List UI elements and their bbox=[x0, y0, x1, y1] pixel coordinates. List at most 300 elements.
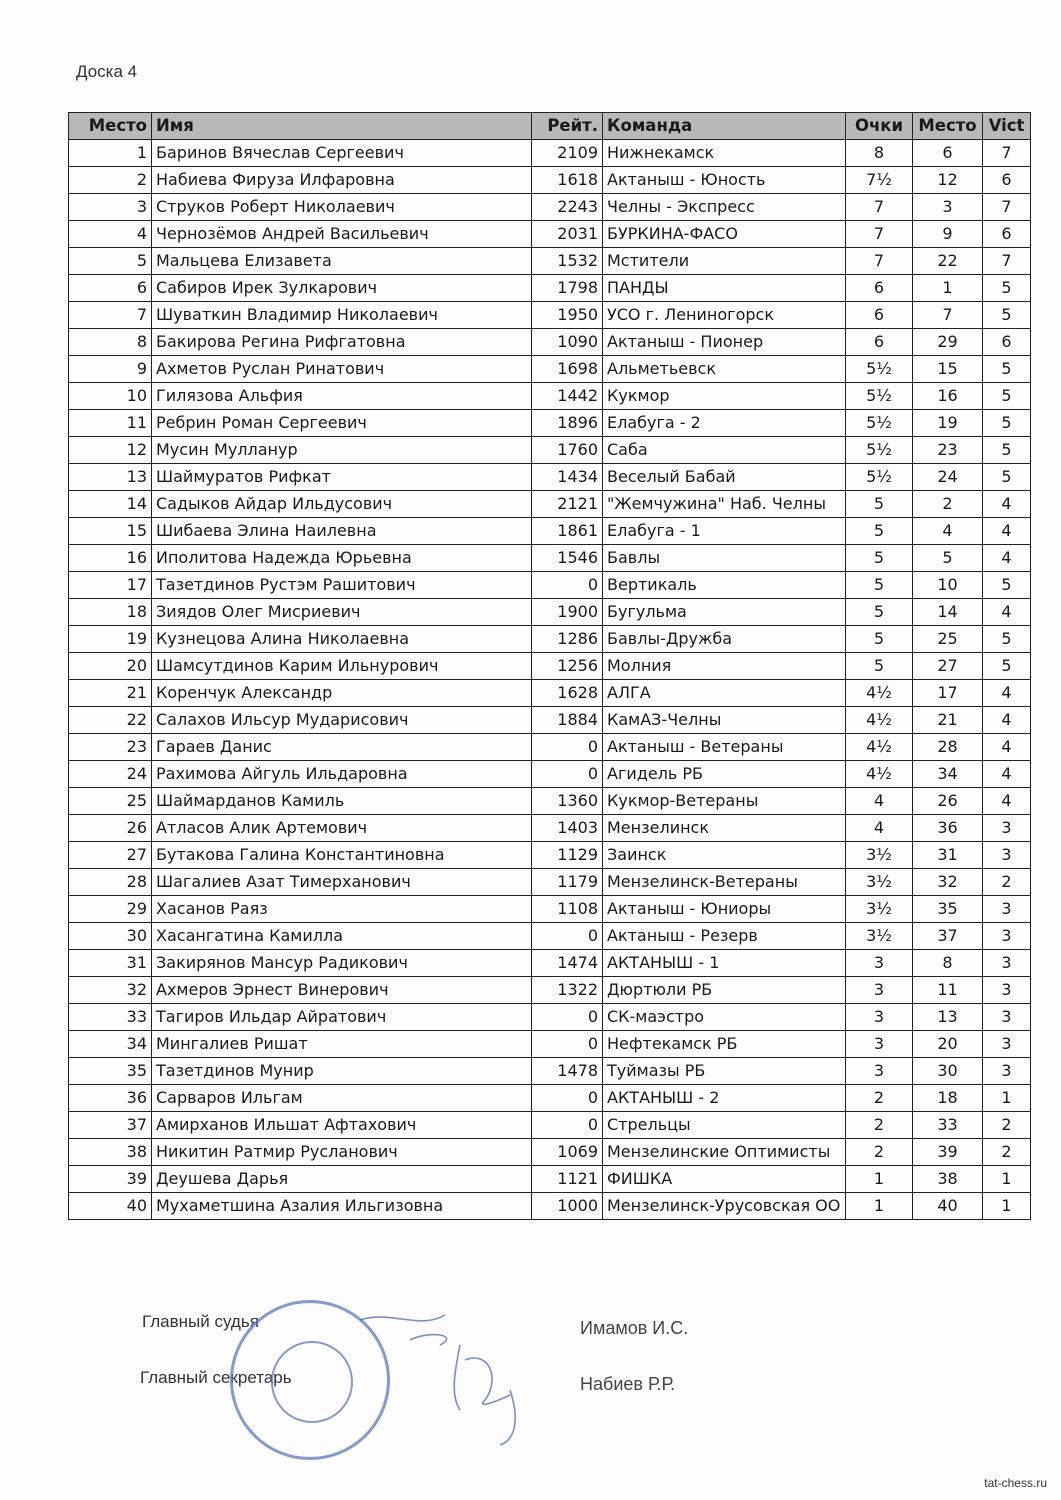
cell-name: Шаймуратов Рифкат bbox=[152, 464, 532, 491]
cell-vict: 3 bbox=[983, 977, 1031, 1004]
table-row bbox=[69, 302, 1031, 329]
cell-rank: 17 bbox=[913, 680, 983, 707]
cell-rank: 29 bbox=[913, 329, 983, 356]
cell-place: 27 bbox=[69, 842, 152, 869]
cell-team: Кукмор-Ветераны bbox=[603, 788, 846, 815]
cell-team: АЛГА bbox=[603, 680, 846, 707]
cell-vict: 5 bbox=[983, 356, 1031, 383]
cell-rank: 39 bbox=[913, 1139, 983, 1166]
cell-score: 2 bbox=[846, 1085, 913, 1112]
cell-name: Баринов Вячеслав Сергеевич bbox=[152, 140, 532, 167]
cell-place: 3 bbox=[69, 194, 152, 221]
cell-rating: 1628 bbox=[532, 680, 603, 707]
cell-name: Струков Роберт Николаевич bbox=[152, 194, 532, 221]
cell-score: 5 bbox=[846, 626, 913, 653]
cell-team: Бавлы bbox=[603, 545, 846, 572]
cell-vict: 5 bbox=[983, 572, 1031, 599]
cell-score: 3 bbox=[846, 950, 913, 977]
cell-vict: 3 bbox=[983, 896, 1031, 923]
cell-name: Рахимова Айгуль Ильдаровна bbox=[152, 761, 532, 788]
cell-score: 4½ bbox=[846, 761, 913, 788]
cell-vict: 6 bbox=[983, 221, 1031, 248]
cell-rank: 24 bbox=[913, 464, 983, 491]
table-row bbox=[69, 248, 1031, 275]
cell-vict: 4 bbox=[983, 788, 1031, 815]
cell-rating: 1760 bbox=[532, 437, 603, 464]
cell-place: 13 bbox=[69, 464, 152, 491]
cell-rating: 1474 bbox=[532, 950, 603, 977]
cell-score: 7½ bbox=[846, 167, 913, 194]
cell-score: 5½ bbox=[846, 437, 913, 464]
cell-score: 5½ bbox=[846, 410, 913, 437]
cell-team: АКТАНЫШ - 2 bbox=[603, 1085, 846, 1112]
cell-team: Мстители bbox=[603, 248, 846, 275]
cell-name: Мусин Мулланур bbox=[152, 437, 532, 464]
cell-team: Нижнекамск bbox=[603, 140, 846, 167]
cell-rank: 12 bbox=[913, 167, 983, 194]
cell-name: Зиядов Олег Мисриевич bbox=[152, 599, 532, 626]
cell-score: 2 bbox=[846, 1139, 913, 1166]
cell-rating: 1129 bbox=[532, 842, 603, 869]
table-row bbox=[69, 194, 1031, 221]
cell-rating: 1618 bbox=[532, 167, 603, 194]
cell-place: 18 bbox=[69, 599, 152, 626]
cell-team: Нефтекамск РБ bbox=[603, 1031, 846, 1058]
cell-vict: 3 bbox=[983, 1004, 1031, 1031]
table-row bbox=[69, 896, 1031, 923]
cell-rating: 1108 bbox=[532, 896, 603, 923]
cell-place: 9 bbox=[69, 356, 152, 383]
cell-place: 39 bbox=[69, 1166, 152, 1193]
table-row bbox=[69, 518, 1031, 545]
cell-team: СК-маэстро bbox=[603, 1004, 846, 1031]
cell-rating: 1360 bbox=[532, 788, 603, 815]
cell-score: 2 bbox=[846, 1112, 913, 1139]
table-row bbox=[69, 599, 1031, 626]
cell-team: Челны - Экспресс bbox=[603, 194, 846, 221]
cell-rank: 1 bbox=[913, 275, 983, 302]
table-row bbox=[69, 626, 1031, 653]
table-row bbox=[69, 437, 1031, 464]
table-row bbox=[69, 788, 1031, 815]
cell-rank: 4 bbox=[913, 518, 983, 545]
cell-team: Кукмор bbox=[603, 383, 846, 410]
cell-name: Атласов Алик Артемович bbox=[152, 815, 532, 842]
cell-place: 17 bbox=[69, 572, 152, 599]
cell-team: Бугульма bbox=[603, 599, 846, 626]
cell-score: 3½ bbox=[846, 923, 913, 950]
cell-rank: 11 bbox=[913, 977, 983, 1004]
cell-place: 23 bbox=[69, 734, 152, 761]
cell-rank: 19 bbox=[913, 410, 983, 437]
cell-rating: 1256 bbox=[532, 653, 603, 680]
cell-rank: 40 bbox=[913, 1193, 983, 1220]
cell-rank: 9 bbox=[913, 221, 983, 248]
cell-place: 10 bbox=[69, 383, 152, 410]
cell-place: 38 bbox=[69, 1139, 152, 1166]
cell-vict: 5 bbox=[983, 464, 1031, 491]
cell-rank: 28 bbox=[913, 734, 983, 761]
cell-rating: 1900 bbox=[532, 599, 603, 626]
cell-name: Садыков Айдар Ильдусович bbox=[152, 491, 532, 518]
cell-place: 15 bbox=[69, 518, 152, 545]
header-rank: Место bbox=[913, 113, 983, 140]
cell-rating: 0 bbox=[532, 1031, 603, 1058]
cell-rating: 1884 bbox=[532, 707, 603, 734]
cell-place: 20 bbox=[69, 653, 152, 680]
table-row bbox=[69, 815, 1031, 842]
cell-team: Актаныш - Юниоры bbox=[603, 896, 846, 923]
cell-rank: 7 bbox=[913, 302, 983, 329]
cell-rank: 26 bbox=[913, 788, 983, 815]
cell-vict: 4 bbox=[983, 680, 1031, 707]
cell-rating: 0 bbox=[532, 1112, 603, 1139]
cell-place: 24 bbox=[69, 761, 152, 788]
cell-rating: 1698 bbox=[532, 356, 603, 383]
header-place: Место bbox=[69, 113, 152, 140]
cell-vict: 4 bbox=[983, 761, 1031, 788]
cell-place: 29 bbox=[69, 896, 152, 923]
cell-rank: 30 bbox=[913, 1058, 983, 1085]
table-row bbox=[69, 653, 1031, 680]
cell-place: 11 bbox=[69, 410, 152, 437]
cell-rating: 2031 bbox=[532, 221, 603, 248]
table-row bbox=[69, 221, 1031, 248]
cell-rating: 1121 bbox=[532, 1166, 603, 1193]
table-row bbox=[69, 1031, 1031, 1058]
cell-rank: 35 bbox=[913, 896, 983, 923]
cell-rating: 2121 bbox=[532, 491, 603, 518]
cell-score: 3 bbox=[846, 1031, 913, 1058]
cell-place: 2 bbox=[69, 167, 152, 194]
cell-vict: 5 bbox=[983, 302, 1031, 329]
site-watermark: tat-chess.ru bbox=[984, 1476, 1047, 1490]
cell-vict: 3 bbox=[983, 923, 1031, 950]
cell-rating: 1090 bbox=[532, 329, 603, 356]
table-row bbox=[69, 842, 1031, 869]
chief-secretary-name: Набиев Р.Р. bbox=[580, 1374, 676, 1394]
cell-team: Актаныш - Резерв bbox=[603, 923, 846, 950]
table-row bbox=[69, 1004, 1031, 1031]
cell-name: Бакирова Регина Рифгатовна bbox=[152, 329, 532, 356]
cell-name: Амирханов Ильшат Афтахович bbox=[152, 1112, 532, 1139]
table-row bbox=[69, 329, 1031, 356]
cell-rank: 21 bbox=[913, 707, 983, 734]
table-row bbox=[69, 950, 1031, 977]
cell-place: 14 bbox=[69, 491, 152, 518]
cell-score: 5 bbox=[846, 518, 913, 545]
cell-score: 4½ bbox=[846, 680, 913, 707]
cell-score: 6 bbox=[846, 329, 913, 356]
cell-score: 1 bbox=[846, 1166, 913, 1193]
cell-rating: 1403 bbox=[532, 815, 603, 842]
cell-place: 4 bbox=[69, 221, 152, 248]
cell-rating: 1000 bbox=[532, 1193, 603, 1220]
cell-rank: 3 bbox=[913, 194, 983, 221]
cell-team: Мензелинск-Урусовская ОО bbox=[603, 1193, 846, 1220]
cell-score: 4 bbox=[846, 788, 913, 815]
cell-vict: 2 bbox=[983, 1112, 1031, 1139]
cell-vict: 6 bbox=[983, 329, 1031, 356]
cell-vict: 1 bbox=[983, 1193, 1031, 1220]
cell-rating: 1322 bbox=[532, 977, 603, 1004]
cell-name: Деушева Дарья bbox=[152, 1166, 532, 1193]
table-row bbox=[69, 464, 1031, 491]
cell-rank: 6 bbox=[913, 140, 983, 167]
cell-place: 7 bbox=[69, 302, 152, 329]
cell-rank: 27 bbox=[913, 653, 983, 680]
cell-place: 30 bbox=[69, 923, 152, 950]
cell-name: Салахов Ильсур Мударисович bbox=[152, 707, 532, 734]
cell-place: 34 bbox=[69, 1031, 152, 1058]
cell-name: Набиева Фируза Илфаровна bbox=[152, 167, 532, 194]
cell-score: 3 bbox=[846, 977, 913, 1004]
cell-score: 3 bbox=[846, 1058, 913, 1085]
cell-score: 5 bbox=[846, 491, 913, 518]
table-row bbox=[69, 491, 1031, 518]
table-row bbox=[69, 572, 1031, 599]
table-row bbox=[69, 1166, 1031, 1193]
cell-team: Актаныш - Пионер bbox=[603, 329, 846, 356]
cell-team: УСО г. Лениногорск bbox=[603, 302, 846, 329]
cell-rating: 1179 bbox=[532, 869, 603, 896]
cell-place: 40 bbox=[69, 1193, 152, 1220]
cell-team: Альметьевск bbox=[603, 356, 846, 383]
cell-rank: 31 bbox=[913, 842, 983, 869]
cell-rank: 14 bbox=[913, 599, 983, 626]
table-row bbox=[69, 356, 1031, 383]
cell-rank: 5 bbox=[913, 545, 983, 572]
cell-place: 28 bbox=[69, 869, 152, 896]
cell-rank: 33 bbox=[913, 1112, 983, 1139]
cell-score: 6 bbox=[846, 302, 913, 329]
cell-rank: 22 bbox=[913, 248, 983, 275]
cell-team: Бавлы-Дружба bbox=[603, 626, 846, 653]
cell-place: 12 bbox=[69, 437, 152, 464]
cell-team: БУРКИНА-ФАСО bbox=[603, 221, 846, 248]
cell-rank: 25 bbox=[913, 626, 983, 653]
table-row bbox=[69, 761, 1031, 788]
cell-score: 3½ bbox=[846, 869, 913, 896]
cell-vict: 3 bbox=[983, 1031, 1031, 1058]
cell-place: 6 bbox=[69, 275, 152, 302]
cell-rating: 1442 bbox=[532, 383, 603, 410]
cell-rank: 34 bbox=[913, 761, 983, 788]
table-row bbox=[69, 734, 1031, 761]
cell-name: Гараев Данис bbox=[152, 734, 532, 761]
cell-place: 25 bbox=[69, 788, 152, 815]
cell-rating: 1861 bbox=[532, 518, 603, 545]
cell-score: 5 bbox=[846, 599, 913, 626]
cell-place: 35 bbox=[69, 1058, 152, 1085]
cell-rank: 16 bbox=[913, 383, 983, 410]
cell-name: Тагиров Ильдар Айратович bbox=[152, 1004, 532, 1031]
table-row bbox=[69, 1058, 1031, 1085]
header-score: Очки bbox=[846, 113, 913, 140]
cell-rank: 2 bbox=[913, 491, 983, 518]
cell-team: Дюртюли РБ bbox=[603, 977, 846, 1004]
cell-rating: 1798 bbox=[532, 275, 603, 302]
table-body bbox=[69, 140, 1031, 1220]
cell-team: Актаныш - Юность bbox=[603, 167, 846, 194]
cell-vict: 2 bbox=[983, 869, 1031, 896]
cell-place: 31 bbox=[69, 950, 152, 977]
cell-rank: 20 bbox=[913, 1031, 983, 1058]
cell-team: Заинск bbox=[603, 842, 846, 869]
board-title: Доска 4 bbox=[76, 62, 138, 81]
cell-place: 21 bbox=[69, 680, 152, 707]
cell-rank: 8 bbox=[913, 950, 983, 977]
table-row bbox=[69, 1085, 1031, 1112]
cell-place: 37 bbox=[69, 1112, 152, 1139]
cell-vict: 7 bbox=[983, 140, 1031, 167]
cell-rating: 2243 bbox=[532, 194, 603, 221]
cell-name: Кузнецова Алина Николаевна bbox=[152, 626, 532, 653]
header-rating: Рейт. bbox=[532, 113, 603, 140]
cell-team: КамАЗ-Челны bbox=[603, 707, 846, 734]
cell-rating: 0 bbox=[532, 734, 603, 761]
cell-team: Мензелинские Оптимисты bbox=[603, 1139, 846, 1166]
cell-name: Шамсутдинов Карим Ильнурович bbox=[152, 653, 532, 680]
table-row bbox=[69, 977, 1031, 1004]
cell-team: ПАНДЫ bbox=[603, 275, 846, 302]
cell-name: Мингалиев Ришат bbox=[152, 1031, 532, 1058]
cell-team: "Жемчужина" Наб. Челны bbox=[603, 491, 846, 518]
cell-score: 7 bbox=[846, 221, 913, 248]
cell-name: Ахмеров Эрнест Винерович bbox=[152, 977, 532, 1004]
cell-rating: 1896 bbox=[532, 410, 603, 437]
cell-name: Шуваткин Владимир Николаевич bbox=[152, 302, 532, 329]
cell-vict: 2 bbox=[983, 1139, 1031, 1166]
cell-rating: 0 bbox=[532, 1004, 603, 1031]
table-row bbox=[69, 1139, 1031, 1166]
cell-score: 7 bbox=[846, 194, 913, 221]
cell-score: 3½ bbox=[846, 842, 913, 869]
cell-team: Елабуга - 1 bbox=[603, 518, 846, 545]
cell-name: Бутакова Галина Константиновна bbox=[152, 842, 532, 869]
cell-rank: 37 bbox=[913, 923, 983, 950]
cell-place: 33 bbox=[69, 1004, 152, 1031]
cell-rank: 15 bbox=[913, 356, 983, 383]
cell-vict: 7 bbox=[983, 194, 1031, 221]
cell-place: 1 bbox=[69, 140, 152, 167]
cell-name: Гилязова Альфия bbox=[152, 383, 532, 410]
cell-team: Мензелинск bbox=[603, 815, 846, 842]
cell-name: Иполитова Надежда Юрьевна bbox=[152, 545, 532, 572]
cell-rank: 18 bbox=[913, 1085, 983, 1112]
cell-name: Закирянов Мансур Радикович bbox=[152, 950, 532, 977]
cell-name: Хасангатина Камилла bbox=[152, 923, 532, 950]
cell-vict: 3 bbox=[983, 950, 1031, 977]
cell-rank: 23 bbox=[913, 437, 983, 464]
cell-score: 4 bbox=[846, 815, 913, 842]
cell-name: Хасанов Раяз bbox=[152, 896, 532, 923]
cell-vict: 3 bbox=[983, 842, 1031, 869]
cell-vict: 4 bbox=[983, 599, 1031, 626]
cell-rating: 0 bbox=[532, 1085, 603, 1112]
cell-name: Шибаева Элина Наилевна bbox=[152, 518, 532, 545]
cell-score: 3½ bbox=[846, 896, 913, 923]
cell-vict: 4 bbox=[983, 518, 1031, 545]
table-row bbox=[69, 383, 1031, 410]
cell-team: Веселый Бабай bbox=[603, 464, 846, 491]
cell-rating: 0 bbox=[532, 761, 603, 788]
cell-score: 5 bbox=[846, 653, 913, 680]
cell-place: 26 bbox=[69, 815, 152, 842]
cell-vict: 4 bbox=[983, 707, 1031, 734]
cell-score: 3 bbox=[846, 1004, 913, 1031]
cell-team: Вертикаль bbox=[603, 572, 846, 599]
table-row bbox=[69, 275, 1031, 302]
cell-name: Ахметов Руслан Ринатович bbox=[152, 356, 532, 383]
cell-team: Актаныш - Ветераны bbox=[603, 734, 846, 761]
cell-vict: 6 bbox=[983, 167, 1031, 194]
cell-rank: 38 bbox=[913, 1166, 983, 1193]
table-row bbox=[69, 140, 1031, 167]
cell-team: Стрельцы bbox=[603, 1112, 846, 1139]
cell-place: 22 bbox=[69, 707, 152, 734]
cell-name: Коренчук Александр bbox=[152, 680, 532, 707]
cell-team: Елабуга - 2 bbox=[603, 410, 846, 437]
cell-name: Никитин Ратмир Русланович bbox=[152, 1139, 532, 1166]
cell-score: 5½ bbox=[846, 356, 913, 383]
cell-place: 19 bbox=[69, 626, 152, 653]
cell-score: 1 bbox=[846, 1193, 913, 1220]
cell-rating: 1069 bbox=[532, 1139, 603, 1166]
cell-vict: 3 bbox=[983, 1058, 1031, 1085]
cell-vict: 5 bbox=[983, 410, 1031, 437]
chief-judge-name: Имамов И.С. bbox=[580, 1318, 689, 1338]
cell-vict: 5 bbox=[983, 626, 1031, 653]
cell-name: Шаймарданов Камиль bbox=[152, 788, 532, 815]
table-row bbox=[69, 923, 1031, 950]
cell-name: Шагалиев Азат Тимерханович bbox=[152, 869, 532, 896]
cell-place: 16 bbox=[69, 545, 152, 572]
cell-name: Мухаметшина Азалия Ильгизовна bbox=[152, 1193, 532, 1220]
cell-name: Сабиров Ирек Зулкарович bbox=[152, 275, 532, 302]
cell-vict: 4 bbox=[983, 734, 1031, 761]
table-row bbox=[69, 680, 1031, 707]
cell-team: Агидель РБ bbox=[603, 761, 846, 788]
cell-name: Тазетдинов Рустэм Рашитович bbox=[152, 572, 532, 599]
cell-vict: 5 bbox=[983, 437, 1031, 464]
header-name: Имя bbox=[152, 113, 532, 140]
cell-score: 5 bbox=[846, 545, 913, 572]
cell-place: 36 bbox=[69, 1085, 152, 1112]
cell-score: 5½ bbox=[846, 383, 913, 410]
chief-judge-label: Главный судья bbox=[142, 1312, 259, 1331]
table-row bbox=[69, 1193, 1031, 1220]
table-row bbox=[69, 167, 1031, 194]
table-row bbox=[69, 869, 1031, 896]
results-table bbox=[68, 112, 1031, 1220]
cell-place: 8 bbox=[69, 329, 152, 356]
table-header-row bbox=[69, 113, 1031, 140]
cell-rating: 1532 bbox=[532, 248, 603, 275]
cell-rating: 1950 bbox=[532, 302, 603, 329]
cell-score: 6 bbox=[846, 275, 913, 302]
cell-vict: 1 bbox=[983, 1085, 1031, 1112]
table-row bbox=[69, 545, 1031, 572]
cell-team: Молния bbox=[603, 653, 846, 680]
table-row bbox=[69, 410, 1031, 437]
cell-vict: 4 bbox=[983, 491, 1031, 518]
cell-name: Сарваров Ильгам bbox=[152, 1085, 532, 1112]
cell-vict: 3 bbox=[983, 815, 1031, 842]
cell-score: 8 bbox=[846, 140, 913, 167]
cell-name: Тазетдинов Мунир bbox=[152, 1058, 532, 1085]
cell-score: 5 bbox=[846, 572, 913, 599]
